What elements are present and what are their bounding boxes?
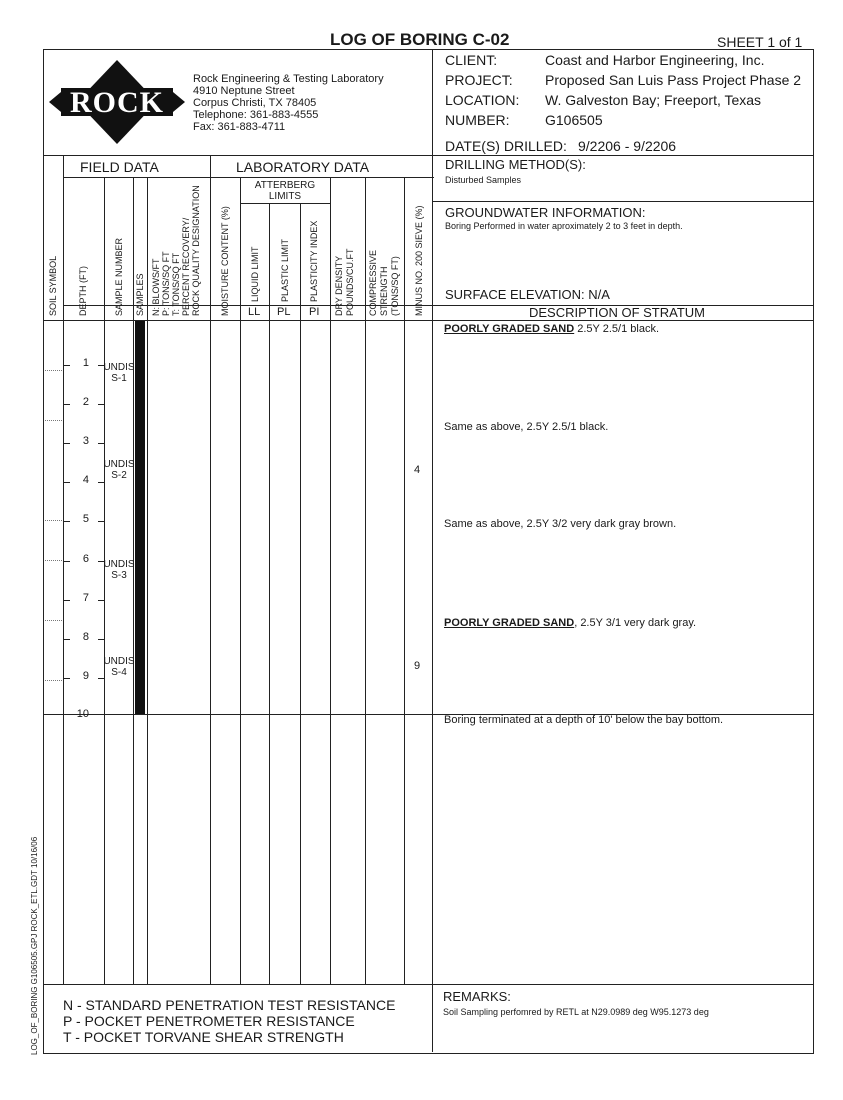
strength-header: STRENGTH	[379, 266, 389, 316]
company-city: Corpus Christi, TX 78405	[193, 97, 317, 109]
sample-label: UNDIS S-3	[103, 559, 135, 581]
field-data-header: FIELD DATA	[80, 159, 159, 175]
groundwater-label: GROUNDWATER INFORMATION:	[445, 205, 646, 220]
depth-label: 6	[82, 553, 89, 565]
depth-label: 5	[82, 513, 89, 525]
project-value: Proposed San Luis Pass Project Phase 2	[545, 72, 802, 88]
project-label: PROJECT:	[445, 72, 513, 88]
ptons-header: P: TONS/SQ FT	[161, 251, 171, 316]
minus200-value: 9	[414, 660, 421, 672]
minus200-value: 4	[414, 464, 421, 476]
sample-label: UNDIS S-4	[103, 656, 135, 678]
stratum-description: Same as above, 2.5Y 2.5/1 black.	[444, 421, 609, 433]
ttons-header: T: TONS/SQ FT	[171, 252, 181, 316]
logo-text: ROCK	[70, 86, 164, 119]
report-title: LOG OF BORING C-02	[330, 30, 510, 49]
company-phone: Telephone: 361-883-4555	[193, 109, 319, 121]
ll-label: LL	[248, 306, 261, 318]
depth-label: 1	[82, 357, 89, 369]
plasticity-index-header: PLASTICITY INDEX	[309, 220, 319, 302]
liquid-limit-header: LIQUID LIMIT	[250, 246, 260, 302]
location-value: W. Galveston Bay; Freeport, Texas	[545, 92, 762, 108]
minus200-header: MINUS NO. 200 SIEVE (%)	[414, 205, 424, 316]
sample-label: UNDIS S-1	[103, 362, 135, 384]
strength-units: (TONS/SQ FT)	[390, 256, 400, 316]
company-logo	[47, 58, 187, 146]
depth-label: 2	[82, 396, 89, 408]
legend-t: T - POCKET TORVANE SHEAR STRENGTH	[63, 1029, 344, 1045]
dates-label: DATE(S) DRILLED:	[445, 138, 567, 154]
sample-number-header: SAMPLE NUMBER	[114, 237, 124, 316]
samples-header: SAMPLES	[135, 273, 145, 316]
depth-header: DEPTH (FT)	[78, 266, 88, 316]
description-header: DESCRIPTION OF STRATUM	[529, 305, 705, 320]
groundwater-value: Boring Performed in water aproximately 2 to 3 feet in depth.	[445, 221, 683, 231]
atterberg-header: ATTERBERG LIMITS	[254, 180, 316, 202]
remarks-value: Soil Sampling perfomred by RETL at N29.0989 deg W95.1273 deg	[443, 1007, 709, 1017]
plastic-limit-header: PLASTIC LIMIT	[280, 238, 290, 302]
company-info	[193, 73, 384, 133]
drilling-method-value: Disturbed Samples	[445, 175, 522, 185]
soil-symbol-header: SOIL SYMBOL	[48, 255, 58, 316]
stratum-description: Same as above, 2.5Y 3/2 very dark gray brown.	[444, 518, 677, 530]
stratum-description: POORLY GRADED SAND, 2.5Y 3/1 very dark gray.	[444, 617, 697, 629]
company-fax: Fax: 361-883-4711	[193, 121, 286, 133]
depth-label: 10	[76, 708, 89, 720]
dates-value: 9/2206 - 9/2206	[578, 138, 677, 154]
stratum-description: Boring terminated at a depth of 10' below the bay bottom.	[444, 714, 724, 726]
remarks-label: REMARKS:	[443, 989, 511, 1004]
pi-label: PI	[309, 306, 320, 318]
legend	[63, 997, 395, 1045]
company-street: 4910 Neptune Street	[193, 85, 295, 97]
depth-label: 3	[82, 435, 89, 447]
company-name: Rock Engineering & Testing Laboratory	[193, 73, 384, 85]
dry-density-units: POUNDS/CU.FT	[345, 248, 355, 316]
file-identifier: LOG_OF_BORING G106505.GPJ ROCK_ETL.GDT 10/16/06	[30, 836, 39, 1055]
lab-data-header: LABORATORY DATA	[236, 159, 370, 175]
sheet-number: SHEET 1 of 1	[717, 34, 803, 50]
depth-label: 7	[82, 592, 89, 604]
stratum-description: POORLY GRADED SAND 2.5Y 2.5/1 black.	[444, 323, 660, 335]
client-label: CLIENT:	[445, 52, 498, 68]
location-label: LOCATION:	[445, 92, 520, 108]
number-label: NUMBER:	[445, 112, 510, 128]
sample-label: UNDIS S-2	[103, 459, 135, 481]
rqd-header: ROCK QUALITY DESIGNATION	[191, 185, 201, 316]
pl-label: PL	[277, 306, 291, 318]
client-value: Coast and Harbor Engineering, Inc.	[545, 52, 765, 68]
moisture-header: MOISTURE CONTENT (%)	[220, 206, 230, 316]
recovery-header: PERCENT RECOVERY/	[181, 217, 191, 316]
surface-elevation: SURFACE ELEVATION: N/A	[445, 287, 610, 302]
legend-p: P - POCKET PENETROMETER RESISTANCE	[63, 1013, 355, 1029]
drilling-method-label: DRILLING METHOD(S):	[445, 157, 586, 172]
blows-header: N: BLOWS/FT	[151, 258, 161, 316]
depth-label: 4	[82, 474, 89, 486]
legend-n: N - STANDARD PENETRATION TEST RESISTANCE	[63, 997, 396, 1013]
dry-density-header: DRY DENSITY	[334, 255, 344, 316]
compressive-header: COMPRESSIVE	[368, 249, 378, 316]
number-value: G106505	[545, 112, 603, 128]
log-frame	[43, 49, 814, 1054]
depth-label: 9	[82, 670, 89, 682]
depth-label: 8	[82, 631, 89, 643]
